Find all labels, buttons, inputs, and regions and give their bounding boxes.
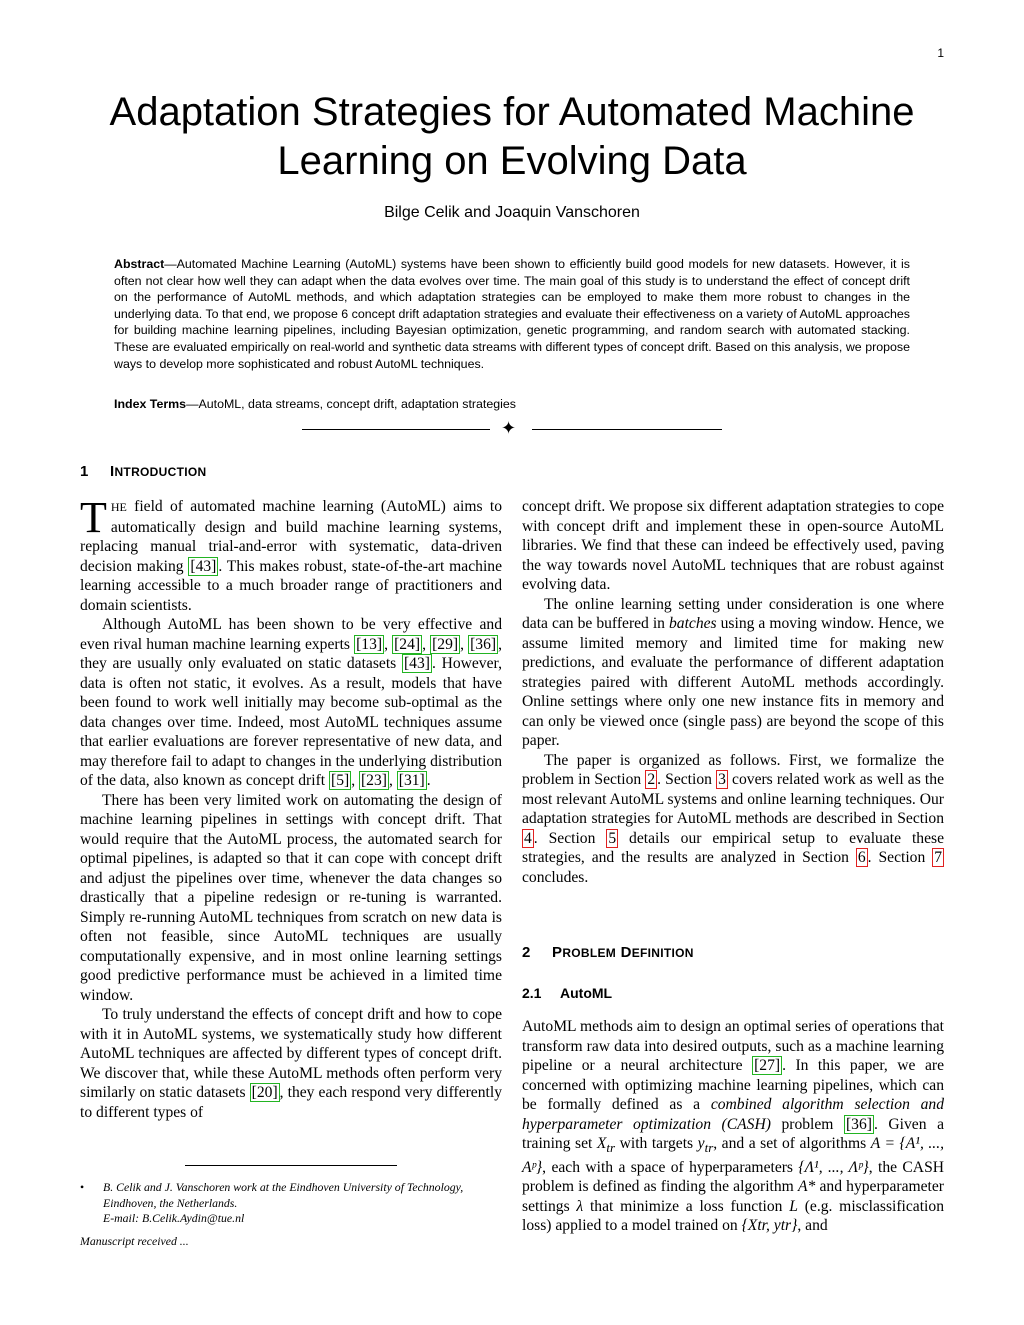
emphasis: combined algorithm selection and hyperparameter optimization (CASH) xyxy=(522,1096,944,1133)
abstract-label: Abstract xyxy=(114,257,165,271)
intro-paragraph-4-continued: concept drift. We propose six different adaptation strategies to cope with concept drift and implement these in open-source AutoML libraries. We find that these can indeed be effectively used, paving the way towards novel AutoML techniques that are robust against evolving data. xyxy=(522,498,944,593)
separator: , xyxy=(460,635,469,653)
citation-link[interactable]: [23] xyxy=(360,772,387,789)
section-ref-link[interactable]: 6 xyxy=(857,849,866,866)
citation-link[interactable]: [24] xyxy=(394,635,421,653)
intro-p6-text: . Section xyxy=(533,829,607,847)
manuscript-note: Manuscript received ... xyxy=(80,1234,189,1248)
drop-cap: T xyxy=(80,493,107,542)
math-X: X xyxy=(596,1135,607,1152)
footnote-rule xyxy=(185,1165,397,1166)
intro-p2-text: . However, data is often not static, it evolves. As a result, models that have been found to work well initially may become sub-optimal as the data changes over time. Indeed, most AutoML techniques assume that earlier evaluations are forever representative of new data, and may therefore fail to adapt to changes in the underlying distribution of the data, also known as concept drift xyxy=(80,655,502,789)
section-2-heading xyxy=(522,944,694,961)
citation-link[interactable]: [29] xyxy=(432,635,459,653)
abstract-text: —Automated Machine Learning (AutoML) systems have been shown to efficiently build good models for new datasets. However, it is often not clear how well they can adapt when the data evolves over time. The main goal of this study is to understand the effect of concept drift on the performance of AutoML methods, and which adaptation strategies can be employed to make them more robust to changes in the underlying data. To that end, we propose 6 concept drift adaptation strategies and evaluate their effectiveness on a variety of AutoML approaches for building machine learning pipelines, including Bayesian optimization, genetic programming, and random search with automated stacking. These are evaluated empirically on real-world and synthetic data streams with different types of concept drift. Based on this analysis, we propose ways to develop more sophisticated and robust AutoML techniques. xyxy=(114,257,910,371)
intro-p5-text: The online learning setting under consideration is one where data can be buffered in xyxy=(522,595,944,632)
intro-p2-end: . xyxy=(426,772,431,789)
subsection-2-1-heading xyxy=(522,985,612,1001)
citation-link[interactable]: [36] xyxy=(470,635,497,653)
citation-link[interactable]: [13] xyxy=(356,635,383,653)
math-A-star: A* xyxy=(797,1178,816,1196)
math-L: L xyxy=(789,1197,798,1215)
intro-p1-text: field of automated machine learning (AutoML) aims to automatically design and build machine learning systems, replacing manual trial-and-error with systematic, data-driven decision making xyxy=(80,498,502,575)
section-1-title-initial: I xyxy=(110,463,115,480)
intro-p6-text: The paper is organized as follows. First, we formalize the problem in Section xyxy=(522,751,944,788)
intro-paragraph-6 xyxy=(522,751,944,888)
divider-diamond-icon: ✦ xyxy=(501,418,517,438)
automl-text: (e.g. misclassification loss) applied to a model trained on xyxy=(522,1197,944,1235)
section-ref-link[interactable]: 3 xyxy=(718,771,726,788)
right-column xyxy=(522,497,944,887)
intro-paragraph-5 xyxy=(522,595,944,751)
paper-title xyxy=(60,88,964,186)
intro-p5-text: using a moving window. Hence, we assume limited memory and limited time for making new predictions, and evaluate the performance of different adaptation strategies paired with different AutoML methods accordingly. Online settings where only one new instance fits in memory and can only be viewed once (single pass) are beyond the scope of this paper. xyxy=(522,615,944,749)
divider-rule-left xyxy=(302,429,490,430)
emphasis: batches xyxy=(668,615,717,632)
math-subscript: tr xyxy=(704,1140,714,1156)
section-2-word2-rest: EFINITION xyxy=(631,946,694,960)
separator: , xyxy=(422,635,431,653)
intro-p6-text: . Section xyxy=(867,849,933,866)
section-2-word1-rest: ROBLEM xyxy=(562,946,617,960)
subsection-2-1-number: 2.1 xyxy=(522,985,542,1001)
math-hyperparameter-set: {Λ¹, ..., Λᵖ} xyxy=(798,1158,869,1176)
intro-paragraph-1 xyxy=(80,493,502,615)
abstract xyxy=(114,256,910,372)
intro-p4-text: , they each respond very differently to different types of xyxy=(80,1084,502,1121)
footnote xyxy=(80,1180,502,1227)
divider-rule-right xyxy=(532,429,722,430)
math-algorithm-set: A = {A¹, ..., Aᵖ} xyxy=(522,1135,944,1176)
automl-text: , each with a space of hyperparameters xyxy=(542,1158,799,1176)
automl-text: . Given a training set xyxy=(522,1115,944,1152)
citation-link[interactable]: [43] xyxy=(403,655,430,672)
section-ref-link[interactable]: 4 xyxy=(524,829,532,847)
intro-p4-text: To truly understand the effects of concept drift and how to cope with it in AutoML systems, we systematically study how different AutoML techniques are affected by different types of concept drift. We discover that, while these AutoML methods often perform very similarly on static datasets xyxy=(80,1006,502,1101)
intro-paragraph-3: There has been very limited work on automating the design of machine learning pipelines in settings with concept drift. That would require that the AutoML process, the automated search for optimal pipelines, is adapted so that it can cope with concept drift and adjust the pipelines over time, whenever the data changes so drastically that a pipeline redesign or re-tuning is warranted. Simply re-running AutoML techniques from scratch on new data is often not feasible, since AutoML techniques are usually computationally expensive, and in most online learning settings good predictive performance must be achieved in a limited time window. xyxy=(80,791,502,1004)
title-line-1: Adaptation Strategies for Automated Machine xyxy=(109,90,915,134)
automl-paragraph xyxy=(522,1017,944,1236)
section-2-word1-initial: P xyxy=(552,944,563,961)
citation-link[interactable]: [5] xyxy=(331,772,350,789)
automl-text: AutoML methods aim to design an optimal series of operations that transform raw data into desired outputs, such as a machine learning pipeline or a neural architecture xyxy=(522,1018,944,1074)
automl-text: , and xyxy=(797,1217,828,1235)
footnote-email: E-mail: B.Celik.Aydin@tue.nl xyxy=(103,1211,245,1225)
section-2-word2-initial: D xyxy=(620,944,632,961)
intro-paragraph-2 xyxy=(80,615,502,791)
small-caps-he: HE xyxy=(110,500,127,514)
index-terms-text: —AutoML, data streams, concept drift, adaptation strategies xyxy=(186,397,516,411)
separator: , xyxy=(388,772,397,789)
math-lambda: λ xyxy=(576,1197,584,1215)
automl-text: . In this paper, we are concerned with optimizing machine learning pipelines, which can be formally defined as a xyxy=(522,1057,944,1113)
automl-text: , the CASH problem is defined as finding the algorithm xyxy=(522,1158,944,1196)
title-line-2: Learning on Evolving Data xyxy=(277,139,747,183)
section-ref-link[interactable]: 7 xyxy=(934,849,942,866)
automl-text: , and a set of algorithms xyxy=(713,1135,871,1152)
subsection-2-1-title: AutoML xyxy=(560,985,613,1001)
citation-link[interactable]: [20] xyxy=(251,1084,278,1101)
section-2-number: 2 xyxy=(522,944,531,961)
page-number: 1 xyxy=(937,46,944,60)
section-1-heading xyxy=(80,463,206,480)
footnote-affiliation: B. Celik and J. Vanschoren work at the Eindhoven University of Technology, Eindhoven, the Netherlands. xyxy=(103,1180,464,1210)
left-column xyxy=(80,493,502,1122)
intro-p6-text: details our empirical setup to evaluate these strategies, and the results are analyzed in Section xyxy=(522,829,944,866)
citation-link[interactable]: [36] xyxy=(845,1115,872,1133)
automl-text: that minimize a loss function xyxy=(583,1197,790,1215)
math-subscript: tr xyxy=(606,1140,616,1156)
math-y: y xyxy=(697,1135,705,1152)
intro-p6-text: . Section xyxy=(657,771,717,788)
authors: Bilge Celik and Joaquin Vanschoren xyxy=(384,204,640,221)
citation-link[interactable]: [43] xyxy=(190,557,217,575)
citation-link[interactable]: [27] xyxy=(754,1057,781,1074)
index-terms-label: Index Terms xyxy=(114,397,187,411)
index-terms xyxy=(114,396,910,412)
section-1-number: 1 xyxy=(80,463,89,480)
section-ref-link[interactable]: 5 xyxy=(608,829,617,847)
automl-text: with targets xyxy=(615,1135,698,1152)
intro-p2-text: Although AutoML has been shown to be very effective and even rival human machine learning experts xyxy=(80,616,502,653)
intro-paragraph-4 xyxy=(80,1005,502,1122)
automl-text: and hyperparameter settings xyxy=(522,1178,944,1215)
footnote-bullet-icon: • xyxy=(80,1180,85,1194)
separator: , xyxy=(384,635,393,653)
intro-p2-text: , they are usually only evaluated on static datasets xyxy=(80,635,502,672)
section-ref-link[interactable]: 2 xyxy=(647,771,656,788)
intro-p6-text: concludes. xyxy=(522,868,589,886)
intro-p1-end: . This makes robust, state-of-the-art machine learning accessible to a much broader range of practitioners and domain scientists. xyxy=(80,557,502,614)
automl-text: problem xyxy=(770,1115,844,1133)
citation-link[interactable]: [31] xyxy=(398,772,425,789)
section-1-title-rest: NTRODUCTION xyxy=(114,465,207,479)
intro-p6-text: covers related work as well as the most relevant AutoML systems and online learning techniques. Our adaptation strategies for AutoML methods are described in Section xyxy=(522,771,944,827)
separator: , xyxy=(351,772,359,789)
automl-definition-paragraph xyxy=(522,1017,944,1236)
math-training-set: {Xtr, ytr} xyxy=(741,1217,798,1235)
